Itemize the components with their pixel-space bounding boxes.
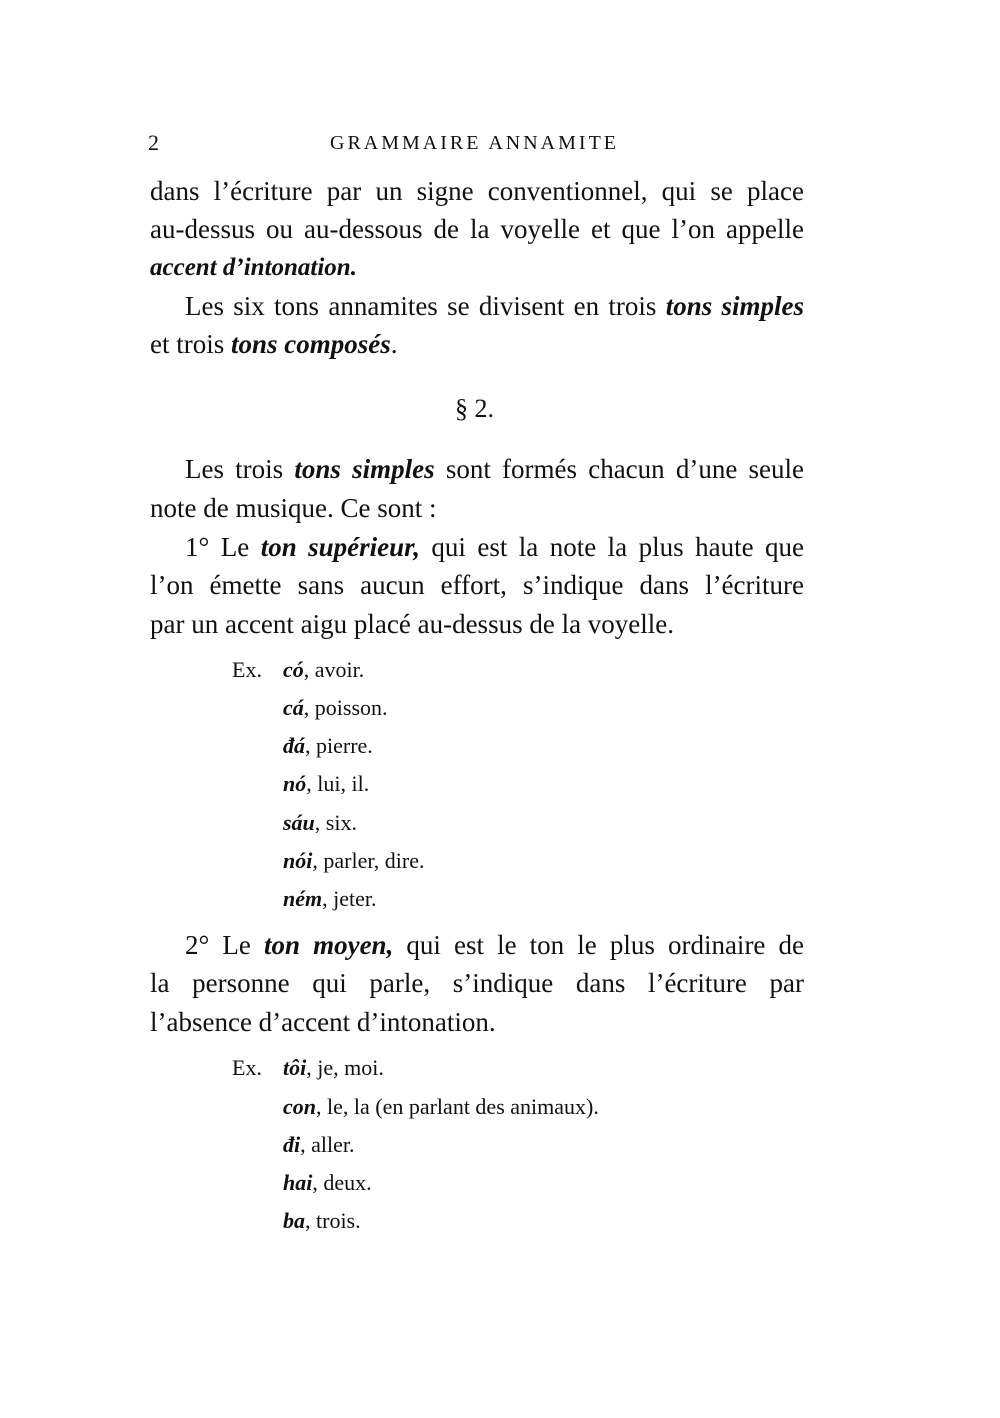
paragraph-line: par un accent aigu placé au-dessus de la voyelle. bbox=[150, 609, 675, 639]
text-run: . bbox=[390, 329, 398, 359]
page-number: 2 bbox=[148, 130, 159, 155]
example-gloss: , parler, dire. bbox=[312, 848, 425, 873]
item-prefix: 2° Le bbox=[185, 930, 251, 960]
paragraph-line: l’absence d’accent d’intonation. bbox=[150, 1007, 496, 1037]
text-run: qui est le ton le plus ordinaire de bbox=[406, 930, 804, 960]
italic-term: tons simples bbox=[665, 291, 804, 321]
running-title: GRAMMAIRE ANNAMITE bbox=[330, 132, 619, 154]
example-word: ném bbox=[283, 886, 323, 911]
example-word: sáu bbox=[283, 810, 315, 835]
text-run: sont formés chacun d’une seule bbox=[445, 454, 805, 484]
example-gloss: , poisson. bbox=[303, 695, 388, 720]
example-word: ba bbox=[283, 1208, 305, 1233]
text-run: qui est la note la plus haute que bbox=[431, 532, 804, 562]
example-label: Ex. bbox=[232, 1055, 262, 1080]
paragraph-line: au-dessus ou au-dessous de la voyelle et que l’on appelle bbox=[150, 214, 804, 244]
example-gloss: , six. bbox=[314, 810, 357, 835]
italic-term: tons composés bbox=[231, 329, 391, 359]
example-entry bbox=[283, 1094, 599, 1120]
example-entry bbox=[283, 1132, 355, 1158]
italic-term: ton supérieur, bbox=[260, 532, 420, 562]
example-word: cá bbox=[283, 695, 304, 720]
paragraph-line bbox=[185, 932, 804, 959]
text-run: Les six tons annamites se divisent en trois bbox=[185, 291, 657, 321]
italic-term: ton moyen, bbox=[263, 930, 394, 960]
paragraph-line: dans l’écriture par un signe conventionnel, qui se place bbox=[150, 176, 804, 206]
example-gloss: , je, moi. bbox=[306, 1055, 384, 1080]
paragraph-line: note de musique. Ce sont : bbox=[150, 493, 437, 523]
example-entry bbox=[283, 1208, 361, 1234]
example-gloss: , avoir. bbox=[303, 657, 365, 682]
text-run: et trois bbox=[150, 329, 225, 359]
text-run: Les trois bbox=[185, 454, 284, 484]
example-gloss: , jeter. bbox=[322, 886, 377, 911]
example-label: Ex. bbox=[232, 657, 262, 682]
example-word: đá bbox=[283, 733, 305, 758]
item-prefix: 1° Le bbox=[185, 532, 250, 562]
example-word: hai bbox=[283, 1170, 313, 1195]
example-gloss: , pierre. bbox=[305, 733, 373, 758]
example-gloss: , deux. bbox=[312, 1170, 372, 1195]
example-gloss: , lui, il. bbox=[306, 771, 370, 796]
paragraph-line: la personne qui parle, s’indique dans l’écriture par bbox=[150, 968, 804, 998]
paragraph-line-italic: accent d’intonation. bbox=[150, 254, 357, 281]
example-gloss: , trois. bbox=[305, 1208, 361, 1233]
paragraph-line bbox=[185, 534, 804, 561]
example-word: con bbox=[283, 1094, 316, 1119]
example-word: nó bbox=[283, 771, 307, 796]
paragraph-line: l’on émette sans aucun effort, s’indique dans l’écriture bbox=[150, 570, 804, 600]
example-entry bbox=[283, 886, 377, 912]
italic-term: tons simples bbox=[294, 454, 435, 484]
example-entry bbox=[283, 1055, 384, 1081]
example-entry bbox=[283, 771, 369, 797]
example-gloss: , aller. bbox=[300, 1132, 355, 1157]
example-gloss: , le, la (en parlant des animaux). bbox=[316, 1094, 599, 1119]
example-entry bbox=[283, 1170, 372, 1196]
example-word: nói bbox=[283, 848, 313, 873]
example-entry bbox=[283, 733, 373, 759]
example-entry bbox=[283, 695, 388, 721]
example-entry bbox=[283, 848, 424, 874]
example-entry bbox=[283, 810, 357, 836]
example-word: tôi bbox=[283, 1055, 307, 1080]
example-word: có bbox=[283, 657, 304, 682]
example-entry bbox=[283, 657, 364, 683]
paragraph-line bbox=[185, 456, 804, 483]
section-heading: § 2. bbox=[455, 394, 494, 423]
paragraph-line bbox=[150, 331, 398, 358]
example-word: đi bbox=[283, 1132, 301, 1157]
paragraph-line bbox=[185, 293, 804, 320]
